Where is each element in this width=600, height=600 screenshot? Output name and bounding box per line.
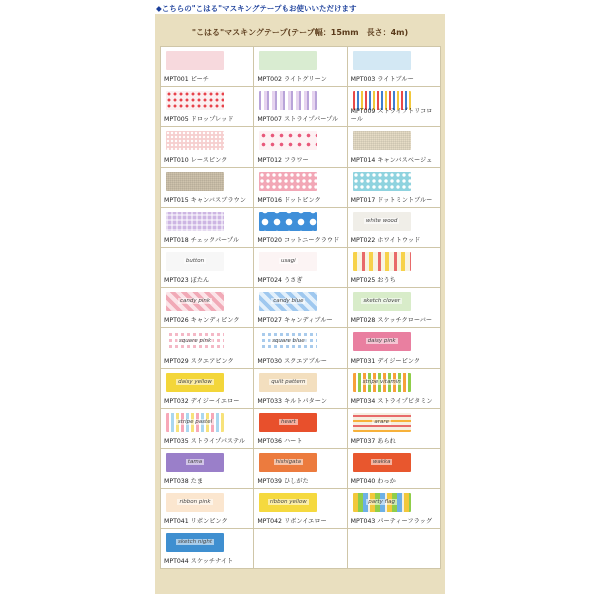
tape-print-text: arare bbox=[374, 418, 389, 425]
tape-label: MPT009 ストライプトリコロール bbox=[350, 108, 433, 124]
tape-swatch bbox=[353, 51, 411, 70]
tape-label: MPT036 ハート bbox=[257, 437, 303, 445]
tape-label: MPT028 スケッチクローバー bbox=[350, 317, 433, 325]
tape-swatch bbox=[353, 131, 411, 150]
tape-print-text: quilt pattern bbox=[271, 378, 306, 385]
tape-print-text: white wood bbox=[365, 217, 398, 224]
tape-label: MPT001 ピーチ bbox=[164, 76, 209, 84]
tape-cell bbox=[348, 288, 441, 328]
tape-cell bbox=[254, 47, 347, 87]
tape-swatch bbox=[353, 493, 411, 512]
tape-cell bbox=[348, 168, 441, 208]
tape-swatch bbox=[166, 292, 224, 311]
tape-cell bbox=[254, 168, 347, 208]
tape-label: MPT038 たま bbox=[164, 478, 204, 486]
tape-cell bbox=[161, 248, 254, 288]
tape-panel bbox=[155, 14, 445, 594]
tape-label: MPT014 キャンバスベージュ bbox=[350, 156, 433, 164]
tape-cell bbox=[161, 449, 254, 489]
tape-swatch bbox=[259, 131, 317, 150]
tape-label: MPT040 わっか bbox=[350, 478, 396, 486]
empty-cell bbox=[254, 529, 347, 569]
tape-print-text: square blue bbox=[272, 338, 305, 345]
tape-swatch bbox=[353, 373, 411, 392]
tape-label: MPT044 スケッチナイト bbox=[164, 558, 234, 566]
tape-label: MPT018 チェックパープル bbox=[164, 236, 240, 244]
tape-swatch bbox=[166, 91, 224, 110]
tape-label: MPT026 キャンディピンク bbox=[164, 317, 240, 325]
tape-label: MPT002 ライトグリーン bbox=[257, 76, 327, 84]
tape-cell bbox=[348, 47, 441, 87]
tape-swatch bbox=[353, 172, 411, 191]
tape-cell bbox=[161, 168, 254, 208]
tape-swatch bbox=[259, 453, 317, 472]
tape-cell bbox=[161, 529, 254, 569]
tape-label: MPT015 キャンバスブラウン bbox=[164, 196, 246, 204]
tape-swatch bbox=[166, 212, 224, 231]
header-note: ◆こちらの"こはる"マスキングテープもお使いいただけます bbox=[156, 4, 357, 13]
tape-cell bbox=[161, 288, 254, 328]
empty-cell bbox=[348, 529, 441, 569]
tape-label: MPT010 レースピンク bbox=[164, 156, 228, 164]
tape-print-text: sketch night bbox=[178, 539, 212, 546]
tape-cell bbox=[161, 369, 254, 409]
tape-swatch bbox=[166, 533, 224, 552]
tape-swatch bbox=[259, 413, 317, 432]
tape-cell bbox=[254, 449, 347, 489]
tape-cell bbox=[348, 449, 441, 489]
tape-swatch bbox=[166, 453, 224, 472]
tape-cell bbox=[348, 208, 441, 248]
tape-cell bbox=[161, 328, 254, 368]
tape-print-text: sketch clover bbox=[363, 298, 400, 305]
tape-label: MPT005 ドロップレッド bbox=[164, 116, 234, 124]
tape-cell bbox=[254, 87, 347, 127]
tape-cell bbox=[161, 208, 254, 248]
tape-label: MPT017 ドットミントブルー bbox=[350, 196, 433, 204]
tape-swatch bbox=[166, 51, 224, 70]
tape-print-text: button bbox=[185, 257, 205, 264]
tape-print-text: heart bbox=[280, 418, 296, 425]
tape-label: MPT029 スクエアピンク bbox=[164, 357, 234, 365]
tape-swatch bbox=[353, 212, 411, 231]
tape-cell bbox=[254, 369, 347, 409]
tape-label: MPT022 ホワイトウッド bbox=[350, 236, 421, 244]
tape-cell bbox=[161, 87, 254, 127]
tape-swatch bbox=[259, 332, 317, 351]
tape-cell bbox=[161, 47, 254, 87]
tape-label: MPT007 ストライプパープル bbox=[257, 116, 339, 124]
tape-cell bbox=[254, 489, 347, 529]
tape-label: MPT024 うさぎ bbox=[257, 277, 303, 285]
tape-print-text: square pink bbox=[178, 338, 212, 345]
tape-print-text: stripe vitamin bbox=[362, 378, 401, 385]
tape-swatch bbox=[166, 252, 224, 271]
tape-print-text: daisy pink bbox=[367, 338, 396, 345]
tape-swatch bbox=[166, 373, 224, 392]
tape-cell bbox=[348, 87, 441, 127]
tape-swatch bbox=[353, 91, 411, 110]
tape-swatch bbox=[259, 252, 317, 271]
tape-cell bbox=[254, 328, 347, 368]
tape-label: MPT033 キルトパターン bbox=[257, 397, 327, 405]
tape-print-text: wakka bbox=[372, 458, 391, 465]
tape-cell bbox=[348, 248, 441, 288]
tape-swatch bbox=[259, 51, 317, 70]
tape-swatch bbox=[353, 332, 411, 351]
tape-label: MPT034 ストライプビタミン bbox=[350, 397, 433, 405]
tape-cell bbox=[348, 489, 441, 529]
tape-cell bbox=[254, 127, 347, 167]
tape-label: MPT023 ぼたん bbox=[164, 277, 210, 285]
tape-print-text: candy blue bbox=[273, 298, 304, 305]
tape-cell bbox=[161, 489, 254, 529]
tape-swatch bbox=[259, 373, 317, 392]
tape-print-text: stripe pastel bbox=[177, 418, 213, 425]
tape-cell bbox=[161, 409, 254, 449]
tape-cell bbox=[254, 248, 347, 288]
tape-print-text: hishigata bbox=[275, 458, 301, 465]
tape-print-text: tama bbox=[187, 458, 203, 465]
tape-label: MPT030 スクエアブルー bbox=[257, 357, 327, 365]
tape-label: MPT025 おうち bbox=[350, 277, 396, 285]
tape-label: MPT020 コットニークラウド bbox=[257, 236, 340, 244]
tape-swatch bbox=[166, 172, 224, 191]
tape-swatch bbox=[259, 292, 317, 311]
tape-swatch bbox=[353, 252, 411, 271]
tape-label: MPT003 ライトブルー bbox=[350, 76, 414, 84]
tape-label: MPT039 ひしがた bbox=[257, 478, 309, 486]
tape-swatch bbox=[166, 493, 224, 512]
tape-swatch bbox=[353, 413, 411, 432]
tape-cell bbox=[348, 369, 441, 409]
tape-print-text: ribbon yellow bbox=[269, 499, 307, 506]
tape-swatch bbox=[259, 91, 317, 110]
tape-print-text: party flag bbox=[368, 499, 395, 506]
tape-label: MPT027 キャンディブルー bbox=[257, 317, 333, 325]
tape-label: MPT032 デイジーイエロー bbox=[164, 397, 240, 405]
tape-swatch bbox=[166, 131, 224, 150]
tape-print-text: usagi bbox=[280, 257, 296, 264]
tape-label: MPT043 パーティーフラッグ bbox=[350, 518, 433, 526]
tape-swatch bbox=[259, 172, 317, 191]
tape-cell bbox=[254, 288, 347, 328]
tape-cell bbox=[161, 127, 254, 167]
tape-print-text: ribbon pink bbox=[179, 499, 211, 506]
tape-label: MPT037 あられ bbox=[350, 437, 396, 445]
tape-label: MPT016 ドットピンク bbox=[257, 196, 321, 204]
tape-print-text: candy pink bbox=[179, 298, 211, 305]
tape-swatch bbox=[259, 212, 317, 231]
tape-print-text: daisy yellow bbox=[178, 378, 212, 385]
tape-label: MPT042 リボンイエロー bbox=[257, 518, 327, 526]
tape-cell bbox=[254, 409, 347, 449]
tape-swatch bbox=[259, 493, 317, 512]
tape-cell bbox=[348, 409, 441, 449]
tape-swatch bbox=[353, 292, 411, 311]
tape-label: MPT031 デイジーピンク bbox=[350, 357, 421, 365]
tape-label: MPT012 フラワー bbox=[257, 156, 309, 164]
tape-swatch bbox=[353, 453, 411, 472]
tape-cell bbox=[348, 328, 441, 368]
tape-label: MPT041 リボンピンク bbox=[164, 518, 228, 526]
panel-title: "こはる"マスキングテープ(テープ幅：15mm 長さ：4m) bbox=[191, 28, 409, 37]
tape-cell bbox=[254, 208, 347, 248]
tape-cell bbox=[348, 127, 441, 167]
tape-label: MPT035 ストライプパステル bbox=[164, 437, 246, 445]
tape-grid bbox=[160, 46, 441, 569]
tape-swatch bbox=[166, 332, 224, 351]
tape-swatch bbox=[166, 413, 224, 432]
